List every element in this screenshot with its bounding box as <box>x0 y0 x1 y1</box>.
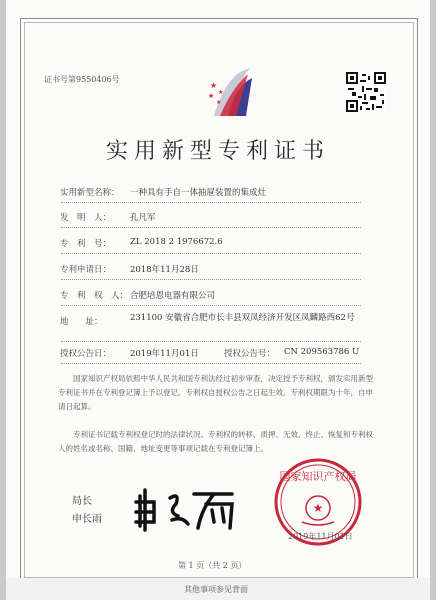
divider <box>61 305 361 306</box>
field-value-grant-number: CN 209563786 U <box>284 347 360 357</box>
grant-paragraph: 国家知识产权局依照中华人民共和国专利法经过初步审查，决定授予专利权，颁发实用新型专利证书并在专利登记簿上予以登记。专利权自授权公告之日起生效。专利权期限为十年，自申请日起算。 <box>58 374 373 411</box>
svg-text:★: ★ <box>216 99 222 106</box>
field-label-grant-number: 授权公告号： <box>224 349 276 359</box>
field-label-utility-name: 实用新型名称： <box>60 188 120 198</box>
certificate-number: 证书号第9550406号 <box>44 75 120 84</box>
field-label-grant-date: 授权公告日： <box>60 349 112 359</box>
qr-code-icon <box>346 72 386 112</box>
divider <box>61 363 361 364</box>
seal-text: 国家知识产权局 <box>279 470 357 483</box>
field-value-utility-name: 一种具有手自一体抽屉装置的集成灶 <box>130 188 267 198</box>
director-title: 局长 <box>72 496 92 507</box>
divider <box>61 253 361 254</box>
field-label-application-date: 专利申请日： <box>60 265 112 275</box>
seal-date: 2019年11月01日 <box>288 532 353 541</box>
field-label-patentee: 专 利 权 人： <box>60 291 129 301</box>
divider <box>61 227 361 228</box>
field-label-inventor: 发 明 人： <box>60 213 112 223</box>
footer-note: 其他事项参见背面 <box>184 585 248 594</box>
field-label-address: 地 址： <box>60 317 103 327</box>
field-value-patent-number: ZL 2018 2 1976672.6 <box>130 237 223 247</box>
field-value-application-date: 2018年11月28日 <box>130 265 199 275</box>
director-signature-icon <box>132 486 242 532</box>
certificate-page <box>6 0 430 600</box>
field-value-patentee: 合肥培恩电器有限公司 <box>130 291 216 301</box>
certificate-title: 实用新型专利证书 <box>105 139 330 164</box>
field-value-grant-date: 2019年11月01日 <box>130 349 199 359</box>
legal-status-paragraph: 专利证书记载专利权登记时的法律状况。专利权的转移、质押、无效、终止、恢复和专利权人的姓名或名称、国籍、地址变更等事项记载在专利登记簿上。 <box>58 430 373 453</box>
svg-text:★: ★ <box>210 81 218 90</box>
divider <box>61 341 361 342</box>
divider <box>61 279 361 280</box>
svg-text:★: ★ <box>218 89 224 96</box>
director-name: 申长雨 <box>72 514 102 525</box>
field-label-patent-number: 专 利 号： <box>60 239 112 249</box>
footer-bar <box>6 578 430 600</box>
field-value-address: 231100 安徽省合肥市长丰县双凤经济开发区凤麟路西62号 <box>130 313 355 323</box>
cnipa-logo-icon <box>206 64 258 120</box>
field-value-inventor: 孔凡军 <box>130 213 156 223</box>
svg-text:★: ★ <box>208 92 215 100</box>
svg-text:★: ★ <box>312 501 324 515</box>
page-number: 第 1 页（共 2 页） <box>178 561 247 570</box>
divider <box>61 202 361 203</box>
